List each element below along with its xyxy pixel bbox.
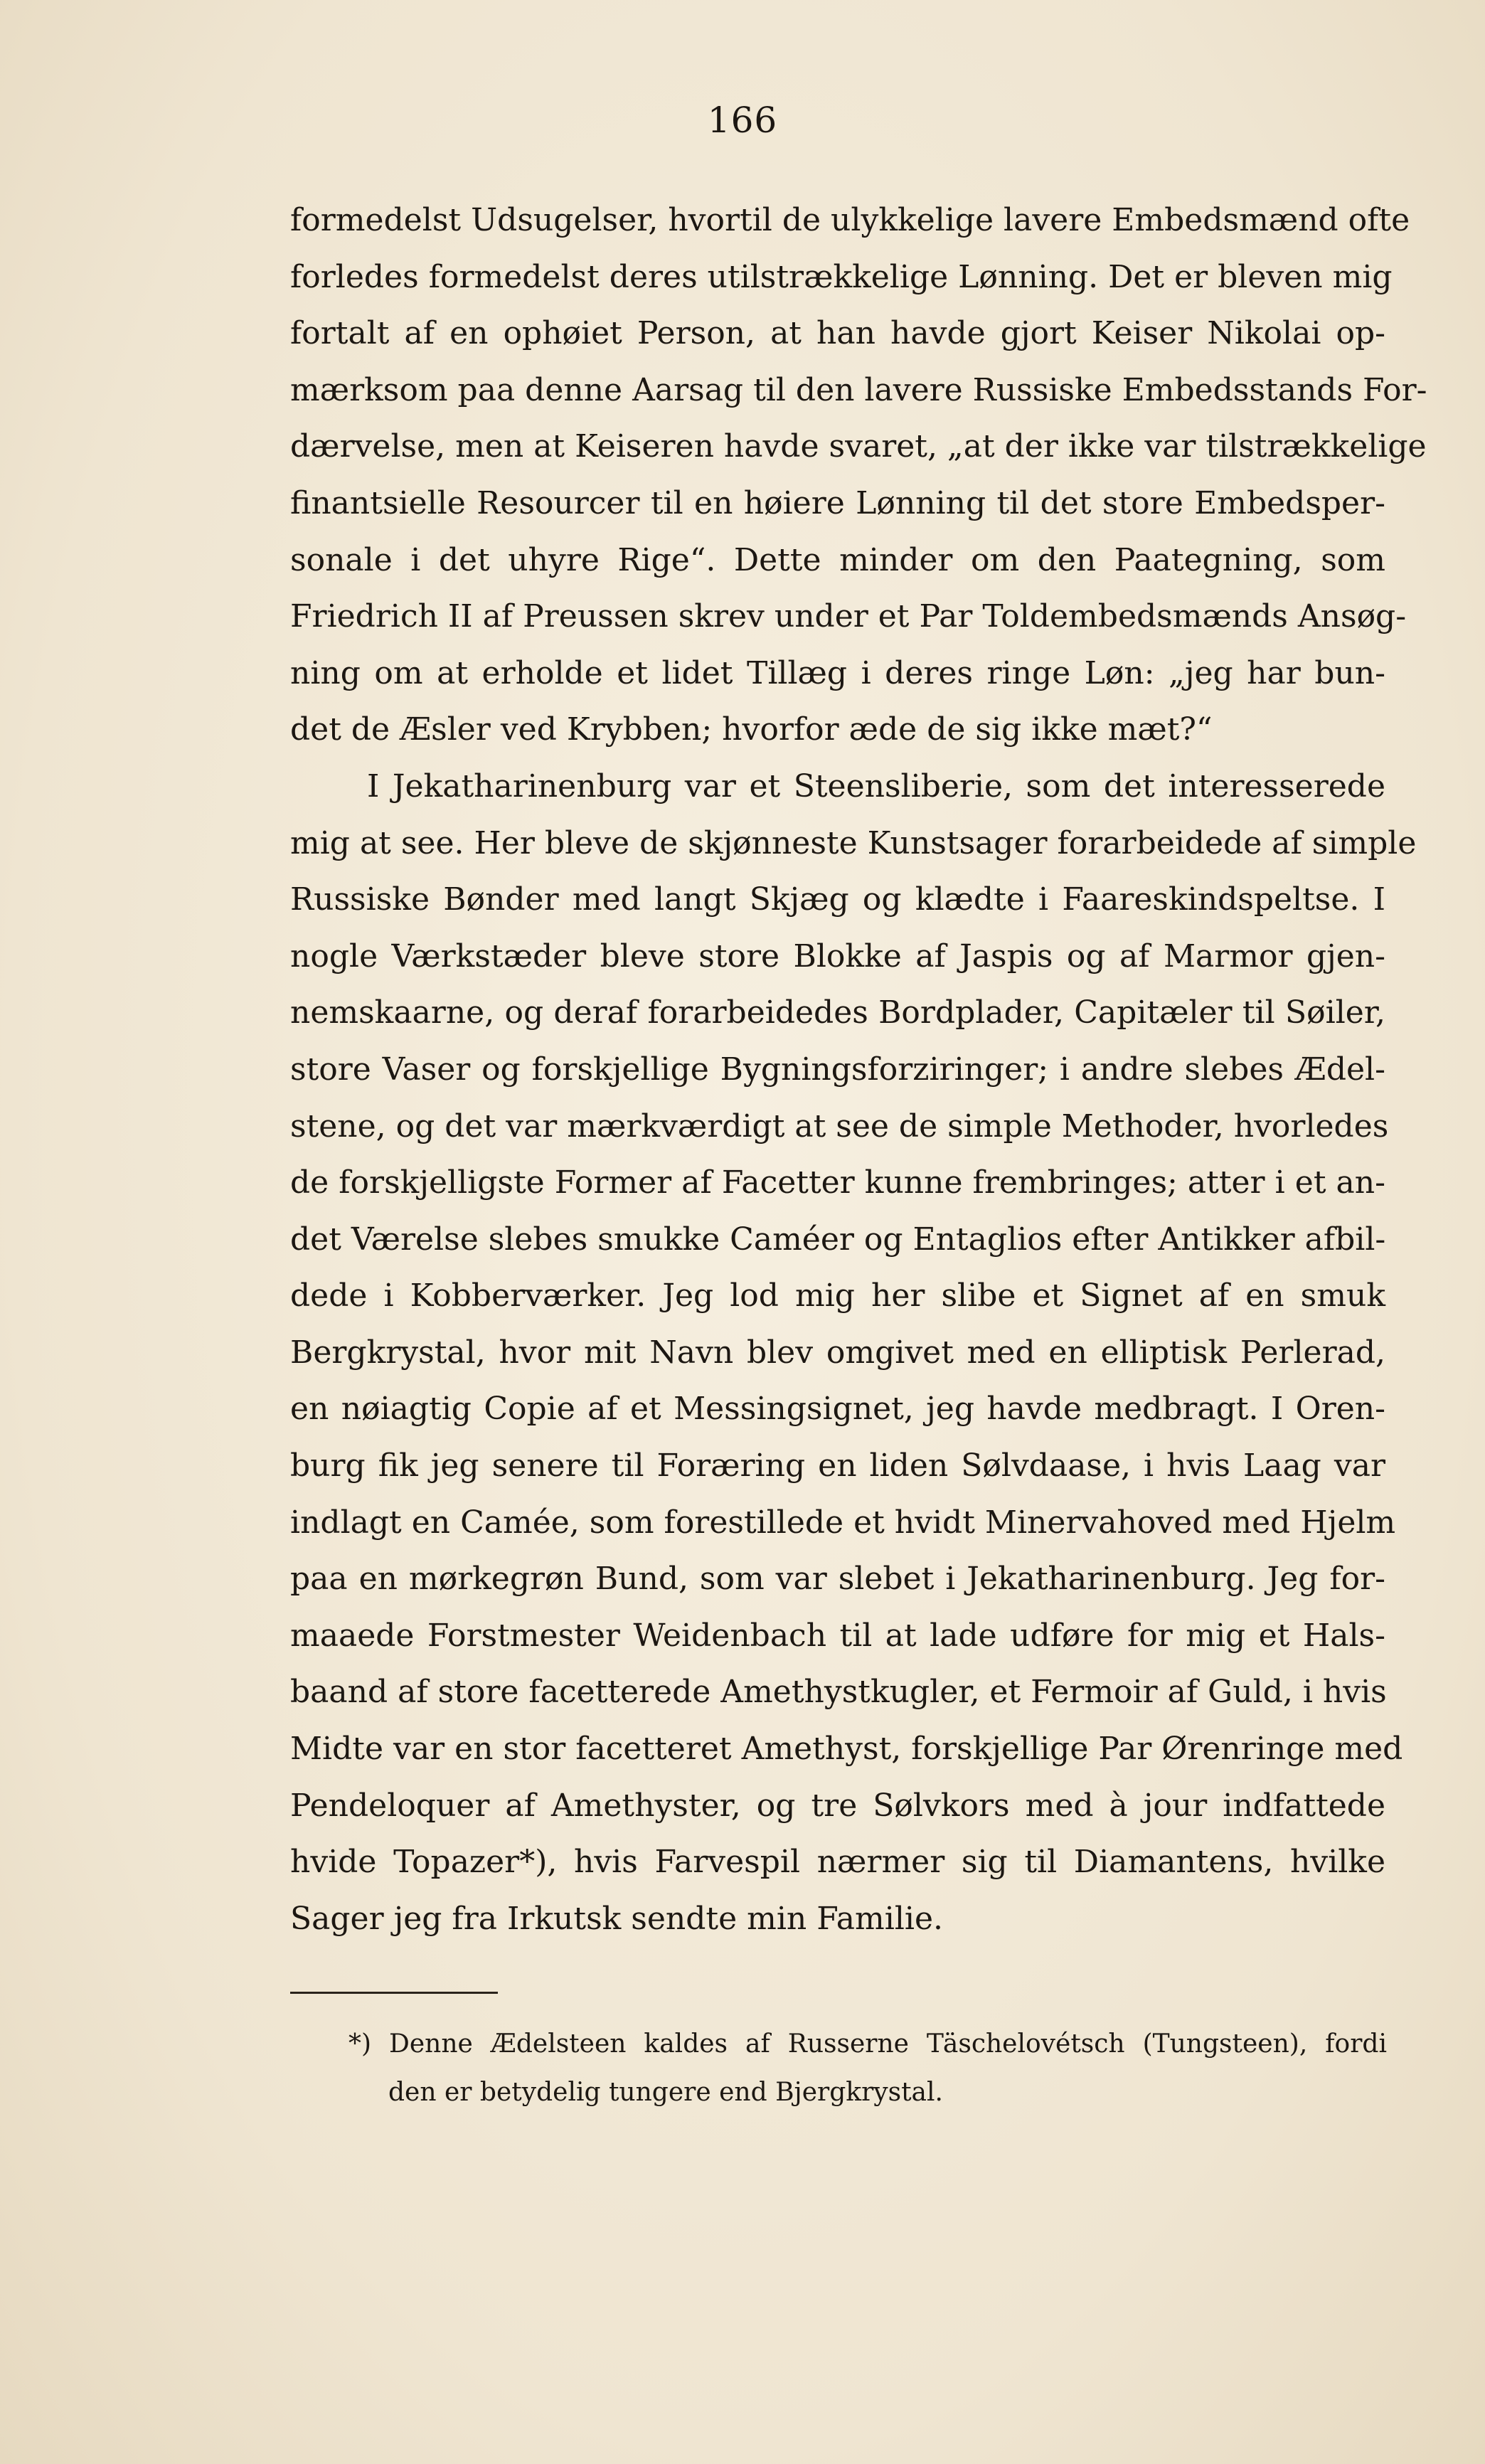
text-line: paa en mørkegrøn Bund, som var slebet i Jekatharinenburg. Jeg for- [290,1561,1385,1598]
text-line: Bergkrystal, hvor mit Navn blev omgivet med en elliptisk Perlerad, [290,1334,1385,1371]
text-line: burg fik jeg senere til Foræring en liden Sølvdaase, i hvis Laag var [290,1448,1385,1485]
footnote-line: den er betydelig tungere end Bjergkrystal. [388,2078,943,2107]
text-line: baand af store facetterede Amethystkugler, et Fermoir af Guld, i hvis [290,1674,1387,1711]
text-line: mærksom paa denne Aarsag til den lavere Russiske Embedsstands For- [290,371,1427,408]
text-line: indlagt en Camée, som forestillede et hvidt Minervahoved med Hjelm [290,1504,1396,1541]
body-text [290,192,1427,1947]
text-line: stene, og det var mærkværdigt at see de simple Methoder, hvorledes [290,1108,1389,1145]
text-line: Sager jeg fra Irkutsk sendte min Familie. [290,1900,943,1937]
text-line: hvide Topazer*), hvis Farvespil nærmer sig til Diamantens, hvilke [290,1844,1385,1881]
text-line: dærvelse, men at Keiseren havde svaret, „at der ikke var tilstrækkelige [290,428,1427,465]
text-line: nogle Værkstæder bleve store Blokke af Jaspis og af Marmor gjen- [290,938,1385,975]
footnote [348,2020,1387,2117]
text-line: dede i Kobberværker. Jeg lod mig her slibe et Signet af en smuk [290,1278,1385,1315]
text-line: forledes formedelst deres utilstrækkelige Lønning. Det er bleven mig [290,258,1393,295]
paragraph-2 [290,758,1417,1947]
text-line: nemskaarne, og deraf forarbeidedes Bordplader, Capitæler til Søiler, [290,994,1385,1031]
text-line: formedelst Udsugelser, hvortil de ulykkelige lavere Embedsmænd ofte [290,202,1410,238]
text-line: de forskjelligste Former af Facetter kunne frembringes; atter i et an- [290,1164,1385,1201]
footnote-rule [290,1992,498,1994]
text-line: Pendeloquer af Amethyster, og tre Sølvkors med à jour indfattede [290,1787,1385,1824]
text-line: sonale i det uhyre Rige“. Dette minder om den Paategning, som [290,541,1385,578]
text-line: ning om at erholde et lidet Tillæg i deres ringe Løn: „jeg har bun- [290,654,1385,691]
text-line: mig at see. Her bleve de skjønneste Kunstsager forarbeidede af simple [290,824,1417,861]
text-line: en nøiagtig Copie af et Messingsignet, jeg havde medbragt. I Oren- [290,1391,1385,1428]
page-number: 166 [707,100,778,141]
text-line: fortalt af en ophøiet Person, at han havde gjort Keiser Nikolai op- [290,315,1385,352]
text-line: Midte var en stor facetteret Amethyst, forskjellige Par Ørenringe med [290,1731,1403,1768]
text-line: det de Æsler ved Krybben; hvorfor æde de sig ikke mæt?“ [290,711,1213,748]
paragraph-1 [290,192,1427,758]
text-line: Russiske Bønder med langt Skjæg og klædte i Faareskindspeltse. I [290,881,1385,918]
text-line: finantsielle Resourcer til en høiere Lønning til det store Embedsper- [290,484,1385,521]
footnote-line: *) Denne Ædelsteen kaldes af Russerne Täschelovétsch (Tungsteen), fordi [348,2029,1387,2059]
text-line: I Jekatharinenburg var et Steensliberie, som det interesserede [367,768,1385,804]
text-line: store Vaser og forskjellige Bygningsforziringer; i andre slebes Ædel- [290,1051,1385,1088]
text-line: Friedrich II af Preussen skrev under et Par Toldembedsmænds Ansøg- [290,598,1407,635]
text-line: maaede Forstmester Weidenbach til at lade udføre for mig et Hals- [290,1617,1385,1654]
text-line: det Værelse slebes smukke Caméer og Entaglios efter Antikker afbil- [290,1221,1386,1258]
